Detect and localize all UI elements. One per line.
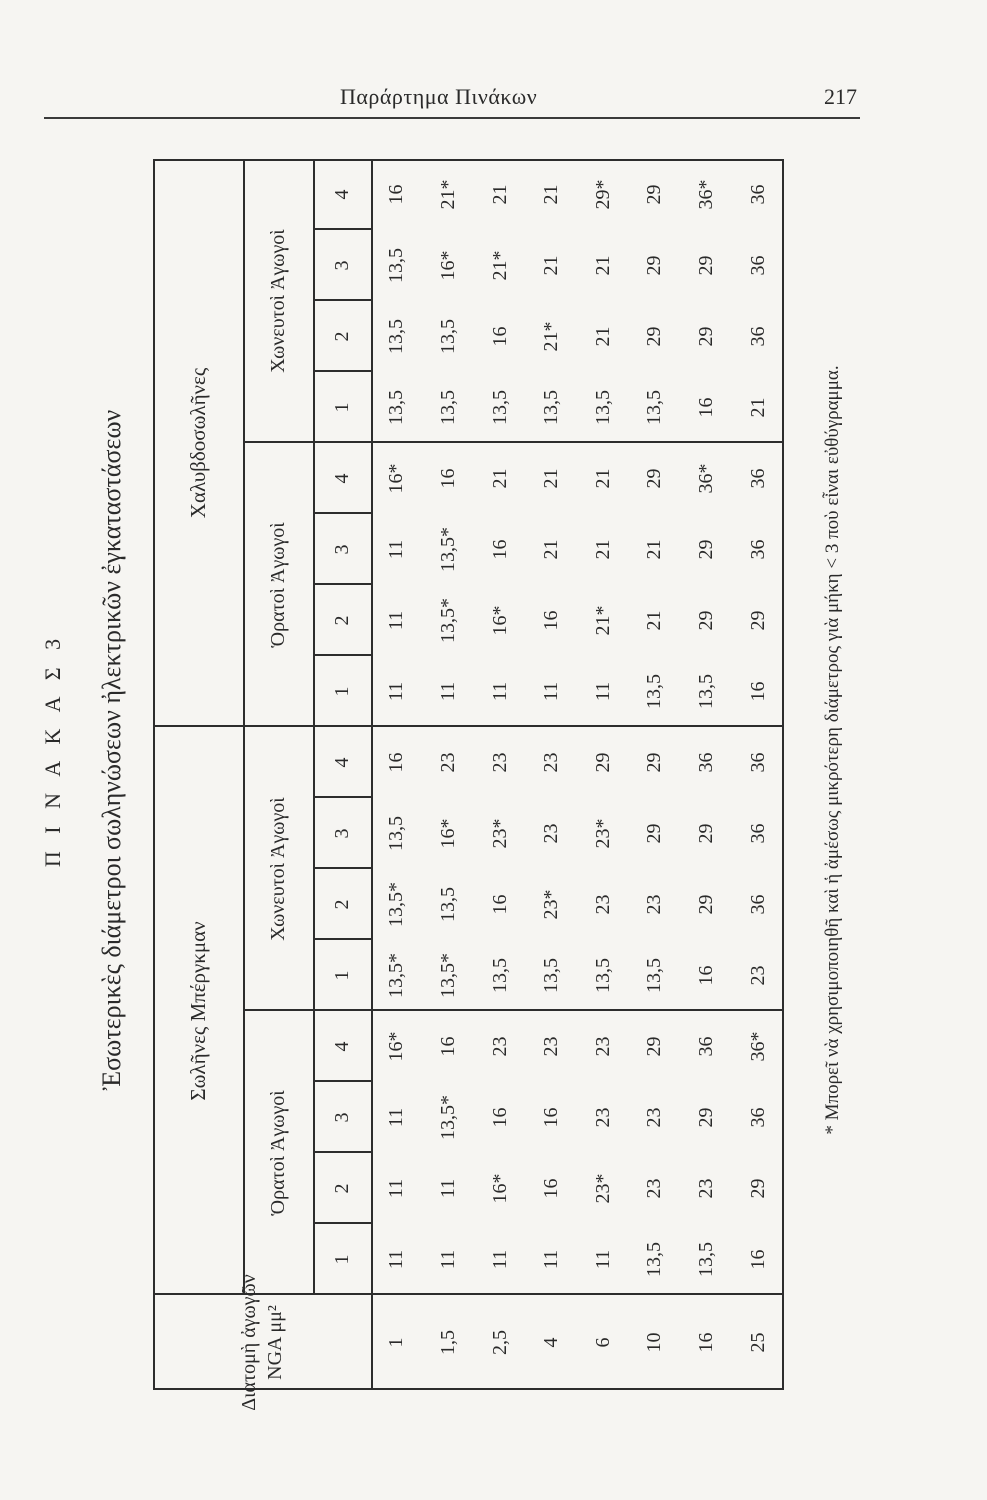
table-cell: 11 xyxy=(385,1249,408,1270)
table-cell: 23 xyxy=(436,752,459,773)
table-cell: 13,5 xyxy=(540,390,563,425)
table-cell: 29 xyxy=(695,326,718,347)
group-header: Σωλῆνες Μπέργκμαν xyxy=(185,921,210,1101)
table-cell: 36 xyxy=(695,752,718,773)
table-cell: 29 xyxy=(643,752,666,773)
table-title: Ἐσωτερικὲς διάμετροι σωληνώσεων ἠλεκτρικῶν ἐγκαταστάσεων xyxy=(97,409,126,1091)
table-cell: 13,5* xyxy=(436,953,459,998)
grid-line-vertical xyxy=(313,583,371,585)
table-cell: 16 xyxy=(695,965,718,986)
table-cell: 13,5* xyxy=(385,953,408,998)
column-header: 2 xyxy=(330,331,353,342)
column-header: 3 xyxy=(330,260,353,271)
table-cell: 21 xyxy=(643,539,666,560)
column-header: 4 xyxy=(330,757,353,768)
subgroup-header: Ὁρατοὶ Ἀγωγοὶ xyxy=(266,1090,289,1216)
table-cell: 13,5* xyxy=(436,527,459,572)
table-cell: 29 xyxy=(746,610,769,631)
table-cell: 21* xyxy=(591,605,614,636)
table-cell: 13,5* xyxy=(385,882,408,927)
table-cell: 29 xyxy=(643,184,666,205)
column-header: 1 xyxy=(330,402,353,413)
running-header-title: Παράρτημα Πινάκων xyxy=(340,84,538,109)
table-cell: 16 xyxy=(540,1178,563,1199)
table-cell: 23 xyxy=(695,1178,718,1199)
table-cell: 13,5 xyxy=(385,390,408,425)
table-cell: 16 xyxy=(540,1107,563,1128)
table-label: Π Ι Ν Α Κ Α Σ 3 xyxy=(40,632,65,868)
table-cell: 29* xyxy=(591,179,614,210)
table-cell: 13,5 xyxy=(488,390,511,425)
grid-line-vertical xyxy=(313,938,371,940)
table-cell: 29 xyxy=(643,326,666,347)
subgroup-header: Χωνευτοὶ Ἀγωγοὶ xyxy=(266,797,289,941)
table-cell: 16* xyxy=(385,1031,408,1062)
footnote: * Μπορεῖ νὰ χρησιμοποιηθῆ καὶ ἡ ἀμέσως μικρότερη διάμετρος γιὰ μήκη < 3 ποὺ εἶναι εὐθύγραμμα. xyxy=(822,365,843,1135)
table-cell: 36 xyxy=(746,823,769,844)
table-cell: 29 xyxy=(746,1178,769,1199)
column-header: 2 xyxy=(330,615,353,626)
row-section: 2,5 xyxy=(488,1330,511,1355)
table-cell: 29 xyxy=(643,823,666,844)
table-cell: 23 xyxy=(540,823,563,844)
grid-line-vertical xyxy=(313,370,371,372)
table-cell: 16 xyxy=(488,1107,511,1128)
table-cell: 23* xyxy=(540,889,563,920)
grid-line-vertical xyxy=(313,228,371,230)
table-cell: 13,5 xyxy=(436,319,459,354)
table-cell: 36* xyxy=(695,463,718,494)
table-cell: 21 xyxy=(488,184,511,205)
grid-line-vertical xyxy=(313,512,371,514)
corner-header-line2: NGA μμ² xyxy=(264,1305,286,1380)
table-cell: 36 xyxy=(746,255,769,276)
column-header: 3 xyxy=(330,828,353,839)
table-cell: 36 xyxy=(746,894,769,915)
column-header: 1 xyxy=(330,686,353,697)
table-cell: 21 xyxy=(643,610,666,631)
table-cell: 23 xyxy=(540,1036,563,1057)
table-cell: 16* xyxy=(385,463,408,494)
column-header: 4 xyxy=(330,1041,353,1052)
table-cell: 23* xyxy=(591,818,614,849)
table-cell: 13,5 xyxy=(436,887,459,922)
table-cell: 21* xyxy=(488,250,511,281)
table-cell: 16 xyxy=(488,326,511,347)
table-cell: 13,5 xyxy=(591,390,614,425)
table-cell: 13,5 xyxy=(488,958,511,993)
table-cell: 11 xyxy=(591,1249,614,1270)
table-cell: 29 xyxy=(643,255,666,276)
table-cell: 21 xyxy=(591,326,614,347)
row-section: 4 xyxy=(540,1337,563,1348)
diameter-table xyxy=(153,159,784,1411)
table-cell: 13,5 xyxy=(695,1242,718,1277)
table-cell: 16* xyxy=(436,818,459,849)
column-header: 3 xyxy=(330,1112,353,1123)
table-cell: 21* xyxy=(436,179,459,210)
table-cell: 11 xyxy=(385,1107,408,1128)
grid-line-vertical xyxy=(313,299,371,301)
table-cell: 16 xyxy=(385,184,408,205)
row-section: 1,5 xyxy=(436,1330,459,1355)
table-cell: 36 xyxy=(695,1036,718,1057)
table-cell: 13,5 xyxy=(695,674,718,709)
table-cell: 13,5 xyxy=(643,674,666,709)
page-number: 217 xyxy=(824,84,857,109)
table-cell: 36 xyxy=(746,752,769,773)
table-cell: 23 xyxy=(643,1107,666,1128)
table-cell: 11 xyxy=(540,1249,563,1270)
table-cell: 36 xyxy=(746,539,769,560)
column-header: 2 xyxy=(330,899,353,910)
table-cell: 13,5 xyxy=(385,816,408,851)
row-section: 6 xyxy=(591,1337,614,1348)
table-cell: 36 xyxy=(746,468,769,489)
table-cell: 16* xyxy=(488,1173,511,1204)
subgroup-header: Ὁρατοὶ Ἀγωγοὶ xyxy=(266,522,289,648)
corner-header xyxy=(153,1274,371,1411)
table-cell: 21* xyxy=(540,321,563,352)
table-cell: 21 xyxy=(591,255,614,276)
table-cell: 13,5 xyxy=(540,958,563,993)
table-cell: 13,5* xyxy=(436,598,459,643)
table-cell: 11 xyxy=(591,681,614,702)
table-cell: 29 xyxy=(643,468,666,489)
row-section: 16 xyxy=(695,1332,718,1353)
table-cell: 23 xyxy=(488,752,511,773)
table-cell: 36* xyxy=(746,1031,769,1062)
grid-line-vertical xyxy=(313,796,371,798)
table-cell: 13,5 xyxy=(385,248,408,283)
grid-line-vertical xyxy=(313,1222,371,1224)
grid-line-vertical xyxy=(313,1080,371,1082)
table-cell: 16 xyxy=(695,397,718,418)
table-cell: 13,5 xyxy=(643,390,666,425)
table-cell: 23 xyxy=(591,1036,614,1057)
table-cell: 23 xyxy=(591,1107,614,1128)
table-cell: 16 xyxy=(746,1249,769,1270)
corner-header-line1: Διατομὴ ἀγωγῶν xyxy=(238,1274,260,1411)
table-cell: 16 xyxy=(436,1036,459,1057)
table-cell: 29 xyxy=(695,823,718,844)
table-cell: 11 xyxy=(488,681,511,702)
table-cell: 21 xyxy=(591,468,614,489)
table-cell: 21 xyxy=(540,468,563,489)
table-cell: 16* xyxy=(488,605,511,636)
table-cell: 23 xyxy=(591,894,614,915)
row-section: 1 xyxy=(385,1337,408,1348)
column-header: 4 xyxy=(330,189,353,200)
table-cell: 23 xyxy=(643,1178,666,1199)
table-cell: 11 xyxy=(385,681,408,702)
table-cell: 16* xyxy=(436,250,459,281)
table-cell: 21 xyxy=(488,468,511,489)
table-cell: 23 xyxy=(643,894,666,915)
grid-line-vertical xyxy=(313,1151,371,1153)
table-cell: 36 xyxy=(746,326,769,347)
table-cell: 21 xyxy=(540,539,563,560)
table-cell: 13,5 xyxy=(591,958,614,993)
table-cell: 29 xyxy=(591,752,614,773)
table-cell: 11 xyxy=(540,681,563,702)
table-cell: 23* xyxy=(488,818,511,849)
table-cell: 16 xyxy=(488,894,511,915)
table-cell: 21 xyxy=(540,184,563,205)
table-cell: 21 xyxy=(540,255,563,276)
group-header: Χαλυβδοσωλῆνες xyxy=(185,367,210,519)
table-cell: 11 xyxy=(385,539,408,560)
table-cell: 36* xyxy=(695,179,718,210)
column-header: 1 xyxy=(330,1254,353,1265)
table-cell: 11 xyxy=(436,1178,459,1199)
table-cell: 23 xyxy=(746,965,769,986)
table-cell: 16 xyxy=(385,752,408,773)
table-cell: 16 xyxy=(746,681,769,702)
table-cell: 11 xyxy=(385,610,408,631)
table-cell: 16 xyxy=(488,539,511,560)
table-cell: 29 xyxy=(695,539,718,560)
table-cell: 13,5 xyxy=(643,1242,666,1277)
column-header: 2 xyxy=(330,1183,353,1194)
table-cell: 13,5* xyxy=(436,1095,459,1140)
table-cell: 29 xyxy=(643,1036,666,1057)
table-cell: 29 xyxy=(695,255,718,276)
row-section: 25 xyxy=(746,1332,769,1353)
table-cell: 29 xyxy=(695,1107,718,1128)
subgroup-header: Χωνευτοὶ Ἀγωγοὶ xyxy=(266,229,289,373)
table-cell: 16 xyxy=(540,610,563,631)
grid-line-vertical xyxy=(313,654,371,656)
table-cell: 13,5 xyxy=(436,390,459,425)
row-section: 10 xyxy=(643,1332,666,1353)
table-cell: 21 xyxy=(591,539,614,560)
table-cell: 23 xyxy=(488,1036,511,1057)
column-header: 1 xyxy=(330,970,353,981)
grid-line-vertical xyxy=(313,867,371,869)
column-header: 3 xyxy=(330,544,353,555)
table-cell: 11 xyxy=(488,1249,511,1270)
table-cell: 23 xyxy=(540,752,563,773)
table-cell: 13,5 xyxy=(643,958,666,993)
table-cell: 23* xyxy=(591,1173,614,1204)
table-cell: 11 xyxy=(436,681,459,702)
column-header: 4 xyxy=(330,473,353,484)
table-cell: 11 xyxy=(385,1178,408,1199)
table-cell: 16 xyxy=(436,468,459,489)
table-cell: 29 xyxy=(695,894,718,915)
table-cell: 29 xyxy=(695,610,718,631)
table-cell: 11 xyxy=(436,1249,459,1270)
table-cell: 13,5 xyxy=(385,319,408,354)
table-cell: 36 xyxy=(746,1107,769,1128)
table-cell: 36 xyxy=(746,184,769,205)
table-cell: 21 xyxy=(746,397,769,418)
